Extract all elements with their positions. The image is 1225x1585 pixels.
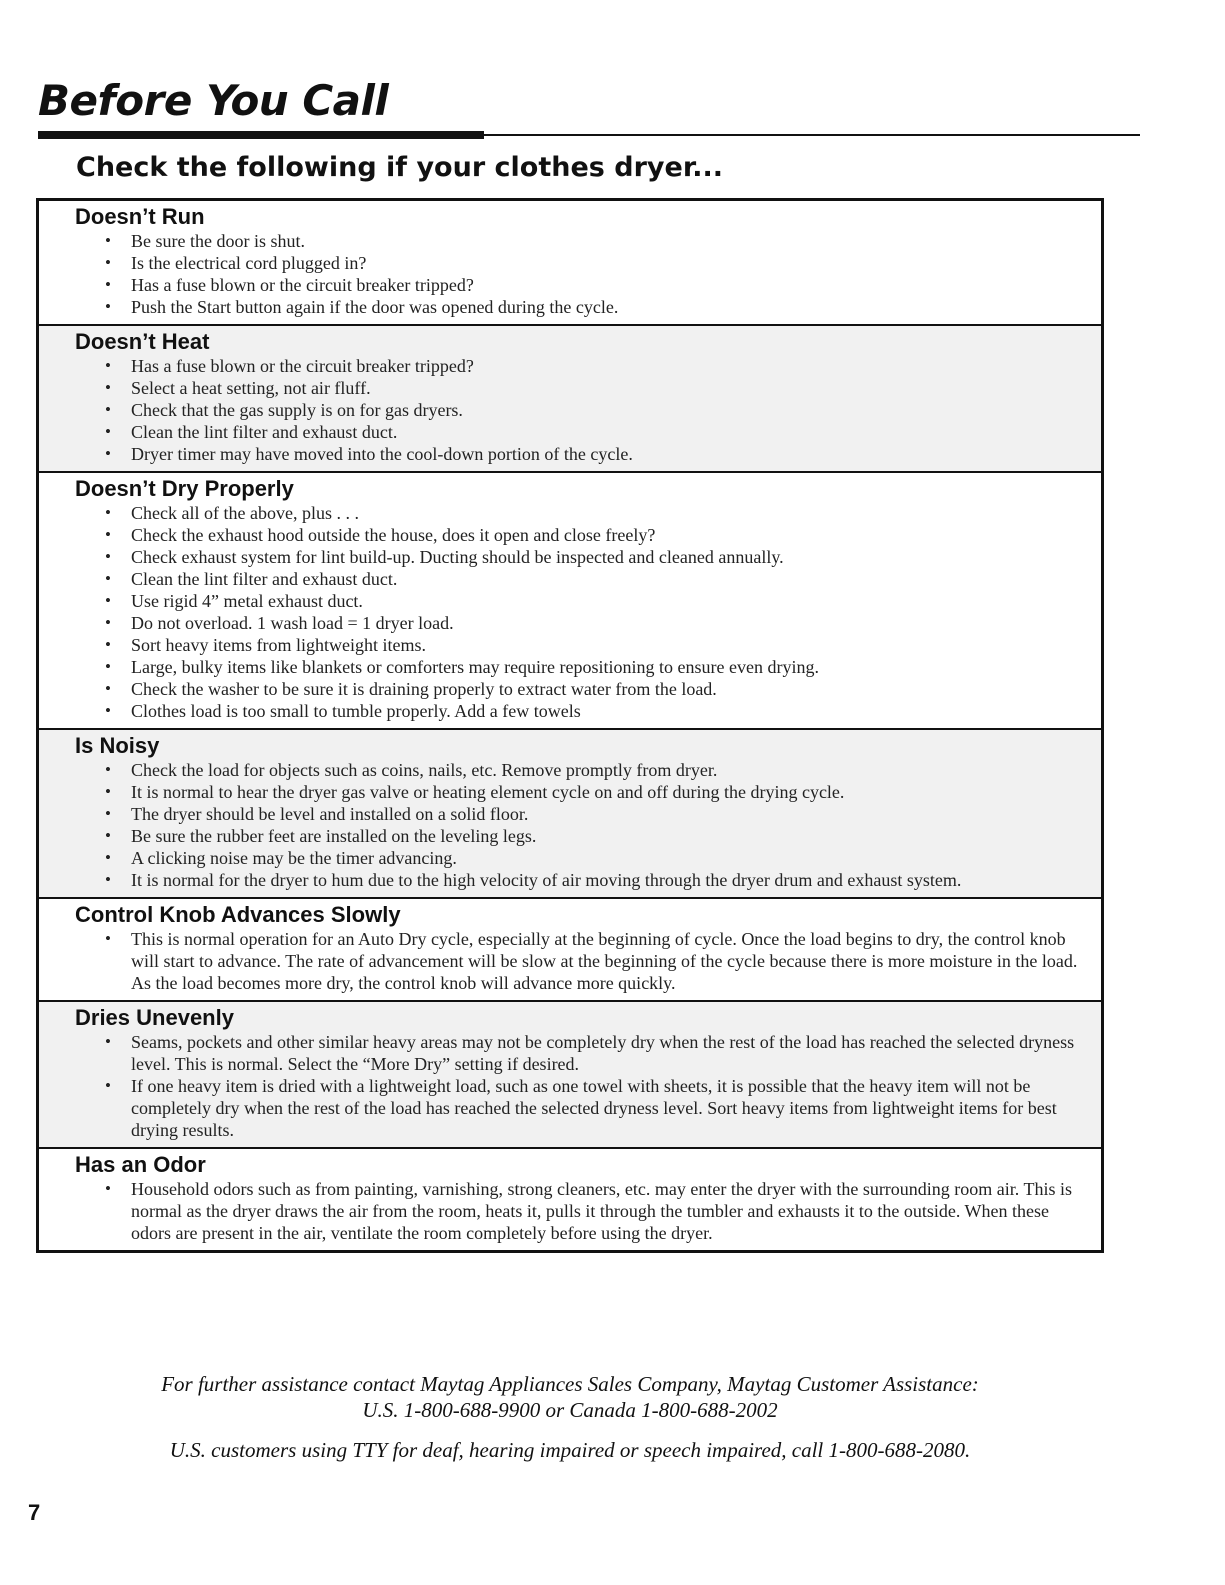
section-dries-unevenly <box>39 1000 1101 1147</box>
section-has-an-odor <box>39 1147 1101 1250</box>
list-item: • A clicking noise may be the timer advancing. <box>131 847 1091 869</box>
list-item: • Check the load for objects such as coins, nails, etc. Remove promptly from dryer. <box>131 759 1091 781</box>
section-doesnt-dry-properly <box>39 471 1101 728</box>
section-heading: Is Noisy <box>75 733 160 758</box>
page-subtitle: Check the following if your clothes dryer... <box>76 152 724 183</box>
footer-contact-line: For further assistance contact Maytag Appliances Sales Company, Maytag Customer Assistance: <box>161 1372 979 1396</box>
list-item: • Clean the lint filter and exhaust duct. <box>131 421 1091 443</box>
section-heading: Dries Unevenly <box>75 1005 234 1030</box>
list-item: • The dryer should be level and installed on a solid floor. <box>131 803 1091 825</box>
list-item: • If one heavy item is dried with a lightweight load, such as one towel with sheets, it is possible that the heavy item will not be completely dry when the rest of the load has reached the selected dryness level. Sort heavy items from lightweight items for best drying results. <box>131 1075 1091 1141</box>
list-item: • Do not overload. 1 wash load = 1 dryer load. <box>131 612 1091 634</box>
section-control-knob-advances-slowly <box>39 897 1101 1000</box>
list-item: • Check exhaust system for lint build-up. Ducting should be inspected and cleaned annually. <box>131 546 1091 568</box>
list-item: • Clean the lint filter and exhaust duct. <box>131 568 1091 590</box>
troubleshooting-box <box>36 198 1104 1253</box>
bullet-list <box>75 759 1091 891</box>
list-item: • Has a fuse blown or the circuit breaker tripped? <box>131 355 1091 377</box>
list-item: • Use rigid 4” metal exhaust duct. <box>131 590 1091 612</box>
page-number: 7 <box>28 1500 41 1525</box>
title-rule-thick <box>38 131 484 139</box>
footer-phone-line: U.S. 1-800-688-9900 or Canada 1-800-688-2002 <box>362 1398 778 1422</box>
list-item: • Select a heat setting, not air fluff. <box>131 377 1091 399</box>
footer-tty-line: U.S. customers using TTY for deaf, hearing impaired or speech impaired, call 1-800-688-2080. <box>169 1438 971 1462</box>
list-item: • Check that the gas supply is on for gas dryers. <box>131 399 1091 421</box>
bullet-list <box>75 928 1091 994</box>
list-item: • Large, bulky items like blankets or comforters may require repositioning to ensure even drying. <box>131 656 1091 678</box>
list-item: • Be sure the rubber feet are installed on the leveling legs. <box>131 825 1091 847</box>
list-item: • Check all of the above, plus . . . <box>131 502 1091 524</box>
list-item: • Clothes load is too small to tumble properly. Add a few towels <box>131 700 1091 722</box>
section-heading: Doesn’t Heat <box>75 329 210 354</box>
bullet-list <box>75 1031 1091 1141</box>
bullet-list <box>75 1178 1091 1244</box>
list-item: • Be sure the door is shut. <box>131 230 1091 252</box>
list-item: • Sort heavy items from lightweight items. <box>131 634 1091 656</box>
list-item: • Push the Start button again if the door was opened during the cycle. <box>131 296 1091 318</box>
section-heading: Control Knob Advances Slowly <box>75 902 401 927</box>
section-heading: Doesn’t Dry Properly <box>75 476 294 501</box>
bullet-list <box>75 502 1091 722</box>
section-doesnt-run <box>39 201 1101 324</box>
bullet-list <box>75 355 1091 465</box>
list-item: • Is the electrical cord plugged in? <box>131 252 1091 274</box>
list-item: • Dryer timer may have moved into the cool-down portion of the cycle. <box>131 443 1091 465</box>
list-item: • Seams, pockets and other similar heavy areas may not be completely dry when the rest of the load has reached the selected dryness level. This is normal. Select the “More Dry” setting if desired. <box>131 1031 1091 1075</box>
list-item: • Check the washer to be sure it is draining properly to extract water from the load. <box>131 678 1091 700</box>
section-heading: Has an Odor <box>75 1152 206 1177</box>
list-item: • Check the exhaust hood outside the house, does it open and close freely? <box>131 524 1091 546</box>
section-is-noisy <box>39 728 1101 897</box>
list-item: • This is normal operation for an Auto Dry cycle, especially at the beginning of cycle. Once the load begins to dry, the control knob will start to advance. The rate of advancement will be slow at the beginning of the cycle because there is more moisture in the load. As the load becomes more dry, the control knob will advance more quickly. <box>131 928 1091 994</box>
list-item: • It is normal for the dryer to hum due to the high velocity of air moving through the dryer drum and exhaust system. <box>131 869 1091 891</box>
list-item: • Household odors such as from painting, varnishing, strong cleaners, etc. may enter the dryer with the surrounding room air. This is normal as the dryer draws the air from the room, heats it, pulls it through the tumbler and exhausts it to the outside. When these odors are present in the air, ventilate the room completely before using the dryer. <box>131 1178 1091 1244</box>
page-title: Before You Call <box>38 76 389 125</box>
section-doesnt-heat <box>39 324 1101 471</box>
list-item: • It is normal to hear the dryer gas valve or heating element cycle on and off during the drying cycle. <box>131 781 1091 803</box>
bullet-list <box>75 230 1091 318</box>
list-item: • Has a fuse blown or the circuit breaker tripped? <box>131 274 1091 296</box>
section-heading: Doesn’t Run <box>75 204 205 229</box>
title-rule-thin <box>484 134 1140 136</box>
